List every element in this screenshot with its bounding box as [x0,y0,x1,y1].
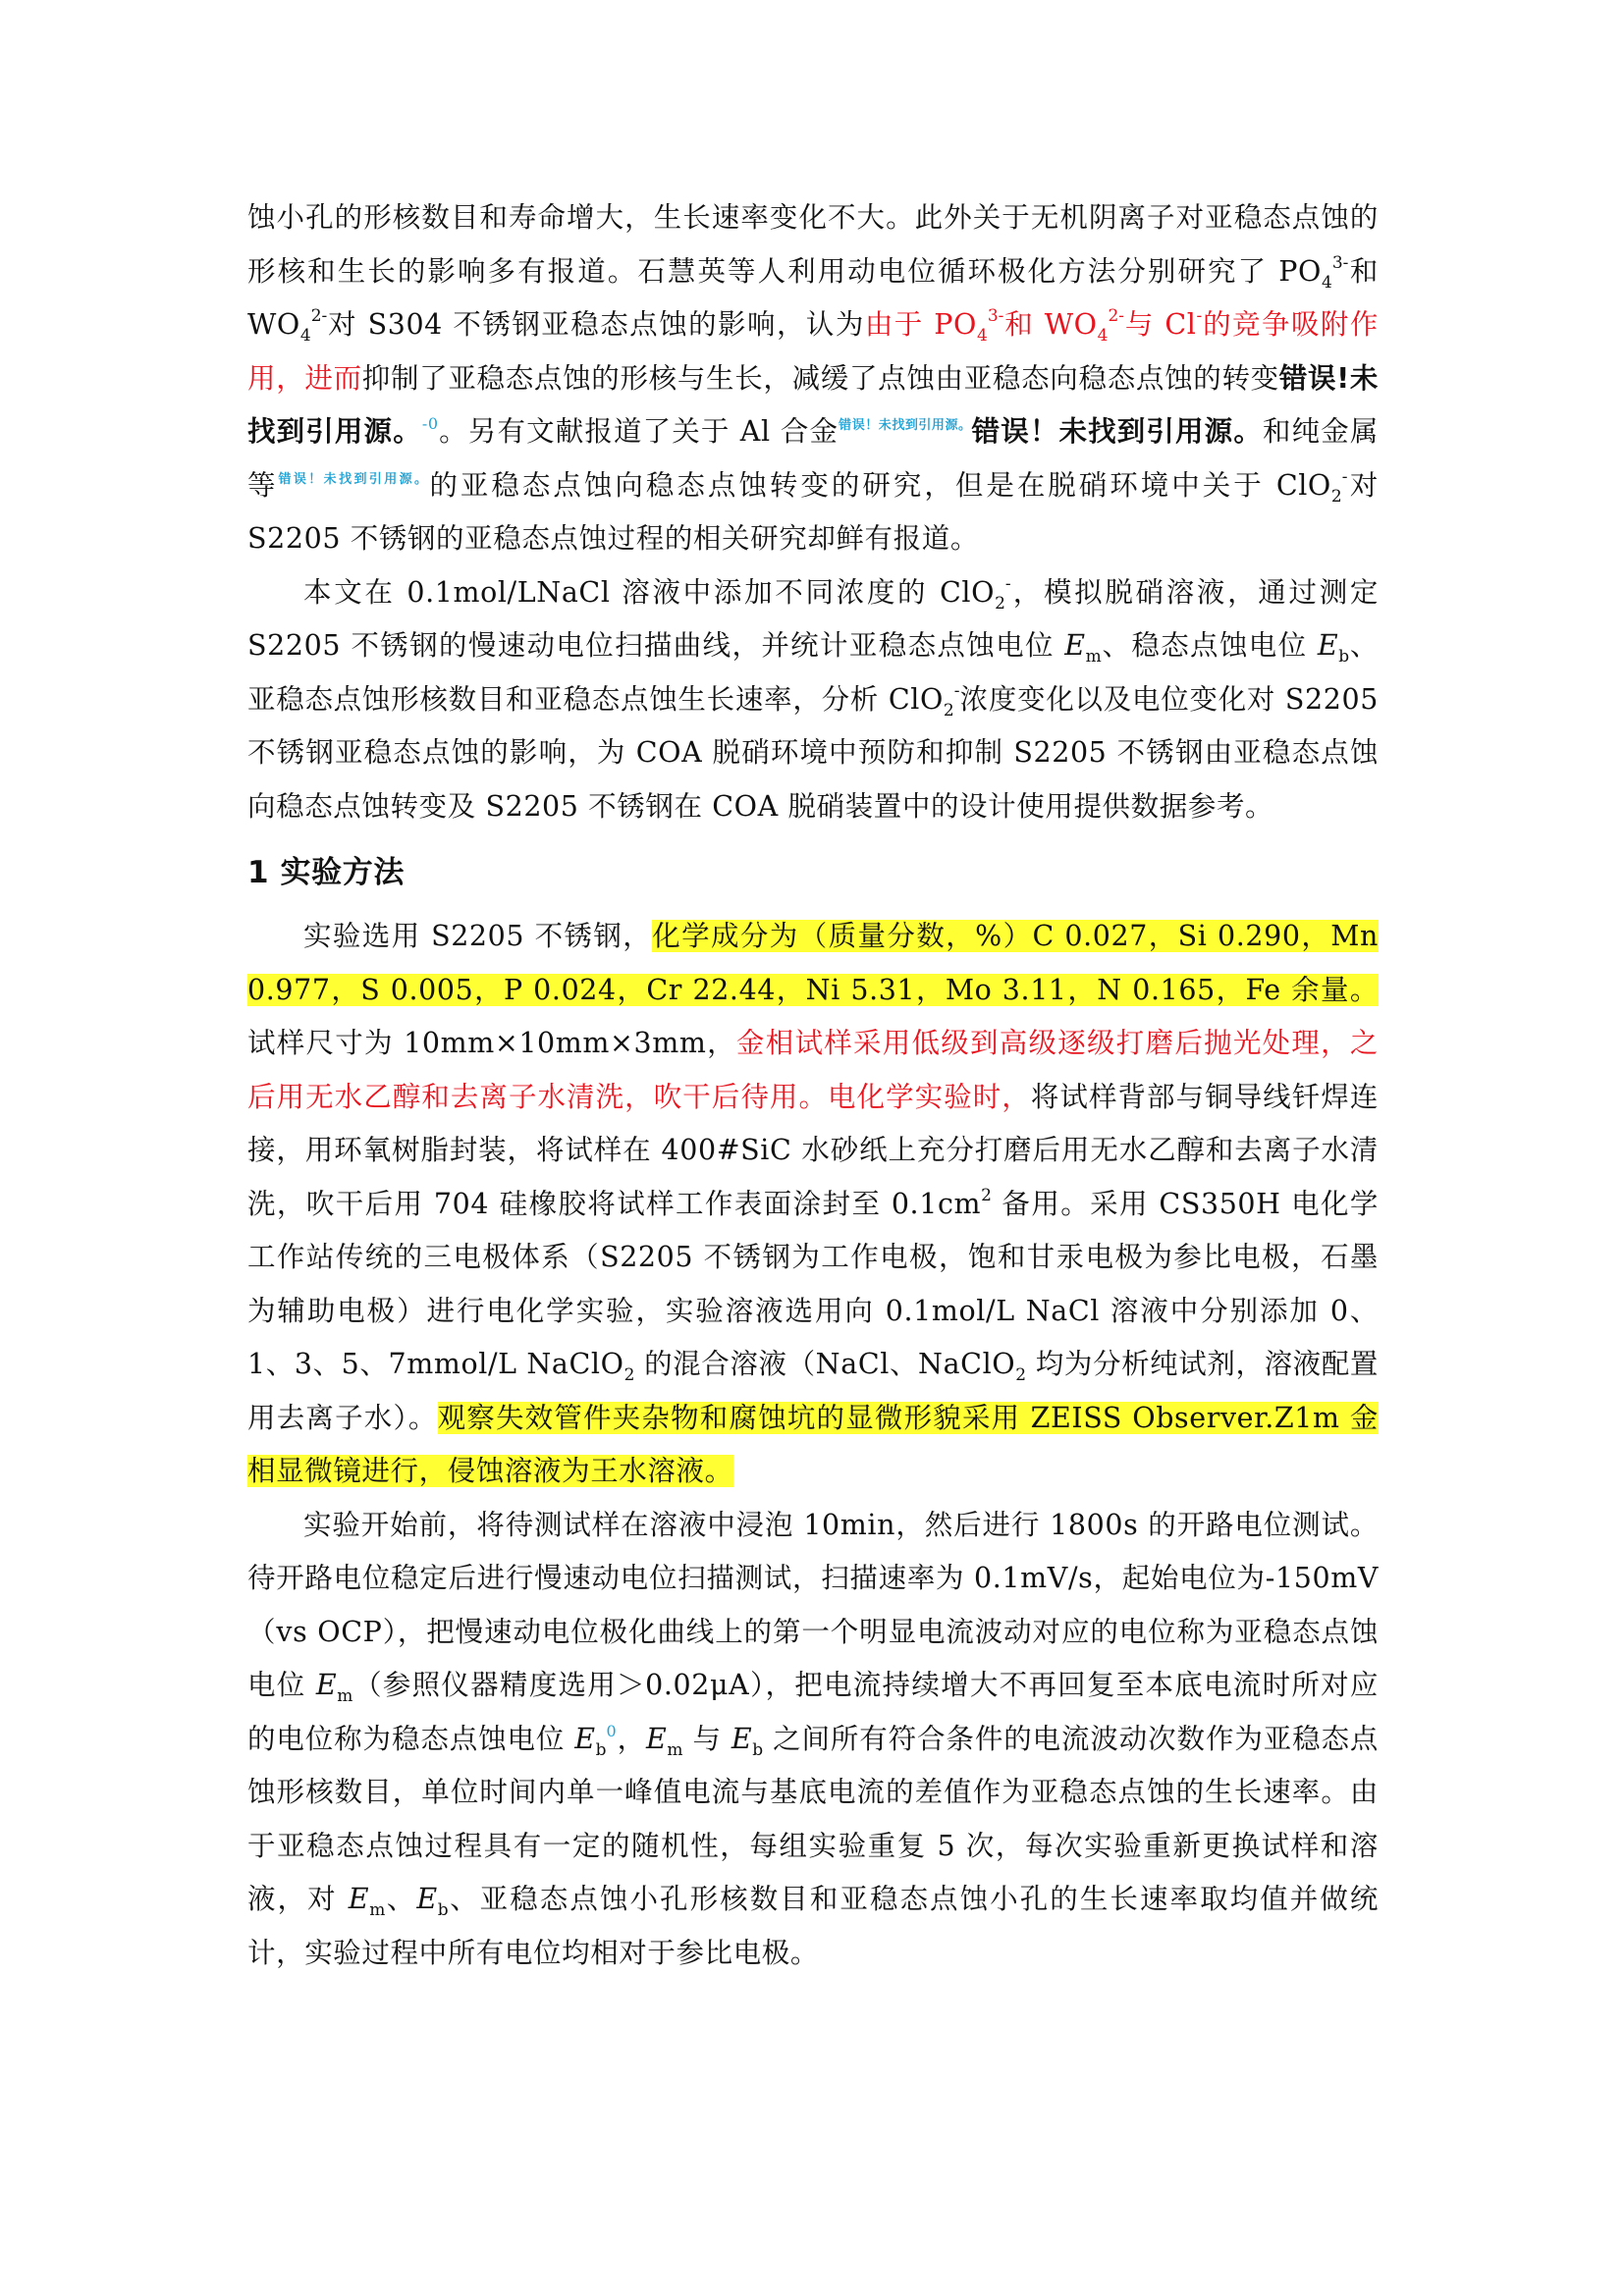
section-heading: 1 实验方法 [247,855,405,890]
citation-mark: 0 [606,1721,618,1740]
highlighted-text: 化学成分为（质量分数，%）C 0.027，Si 0.290，Mn 0.977，S 0.005，P 0.024，Cr 22.44，Ni 5.31，Mo 3.11，N 0.165，Fe 余量。 [247,920,1379,1006]
reference-error: 错误！未找到引用源。 [971,415,1263,448]
reference-error-small: 错误！未找到引用源。 [278,471,430,487]
reference-error: 错误!未找到引用源。 [247,361,1379,448]
red-text: 金相试样采用低级到高级逐级打磨后抛光处理，之后用无水乙醇和去离子水清洗，吹干后待用。电化学实验时， [247,1027,1379,1113]
paragraph-1: 蚀小孔的形核数目和寿命增大，生长速率变化不大。此外关于无机阴离子对亚稳态点蚀的形核和生长的影响多有报道。石慧英等人利用动电位循环极化方法分别研究了 $PO_4^{3-}$和 $WO_4^{2-}$对 S304 不锈钢亚稳态点蚀的影响，认为由于 $PO_4^{3-}$和 $WO_4^{2-}$与 Cl-的竞争吸附作用，进而抑制了亚稳态点蚀的形核与生长，减缓了点蚀由亚稳态向稳态点蚀的转变错误!未找到引用源。$^{-0}$。另有文献报道了关于 Al 合金$^{错误!未找到引用源。}$错误！未找到引用源。和纯金属等$^{错误!未找到引用源。}$的亚稳态点蚀向稳态点蚀转变的研究，但是在脱硝环境中关于 ClO$_2$-对 S2205 不锈钢的亚稳态点蚀过程的相关研究却鲜有报道。 [247,201,1379,555]
highlighted-text: 观察失效管件夹杂物和腐蚀坑的显微形貌采用 ZEISS Observer.Z1m 金相显微镜进行，侵蚀溶液为王水溶液。 [247,1401,1379,1487]
paragraph-3: 实验选用 S2205 不锈钢，化学成分为（质量分数，%）C 0.027，Si 0.290，Mn 0.977，S 0.005，P 0.024，Cr 22.44，Ni 5.31，Mo 3.11，N 0.165，Fe 余量。试样尺寸为 10mm×10mm×3mm，金相试样采用低级到高级逐级打磨后抛光处理，之后用无水乙醇和去离子水清洗，吹干后待用。电化学实验时，将试样背部与铜导线钎焊连接，用环氧树脂封装，将试样在 400#SiC 水砂纸上充分打磨后用无水乙醇和去离子水清洗，吹干后用 704 硅橡胶将试样工作表面涂封至 $0.1cm^2$ 备用。采用 CS350H 电化学工作站传统的三电极体系（S2205 不锈钢为工作电极，饱和甘汞电极为参比电极，石墨为辅助电极）进行电化学实验，实验溶液选用向 0.1mol/L NaCl 溶液中分别添加 0、1、3、5、7mmol/L NaClO$_2$ 的混合溶液（NaCl、NaClO$_2$ 均为分析纯试剂，溶液配置用去离子水）。观察失效管件夹杂物和腐蚀坑的显微形貌采用 ZEISS Observer.Z1m 金相显微镜进行，侵蚀溶液为王水溶液。 [247,920,1380,1487]
document-body [247,191,1379,1980]
reference-error-small: 错误！未找到引用源。 [839,418,972,433]
red-text: 由于 $PO_4^{3-}$和 $WO_4^{2-}$与 Cl-的竞争吸附作用，进而 [247,306,1379,395]
paragraph-4: 实验开始前，将待测试样在溶液中浸泡 10min，然后进行 1800s 的开路电位测试。待开路电位稳定后进行慢速动电位扫描测试，扫描速率为 0.1mV/s，起始电位为-150mV（vs OCP），把慢速动电位极化曲线上的第一个明显电流波动对应的电位称为亚稳态点蚀电位 $E_m$（参照仪器精度选用＞0.02μA），把电流持续增大不再回复至本底电流时所对应的电位称为稳态点蚀电位 $E_b^0$，$E_m$ 与 $E_b$ 之间所有符合条件的电流波动次数作为亚稳态点蚀形核数目，单位时间内单一峰值电流与基底电流的差值作为亚稳态点蚀的生长速率。由于亚稳态点蚀过程具有一定的随机性，每组实验重复 5 次，每次实验重新更换试样和溶液，对 $E_m$、$E_b$、亚稳态点蚀小孔形核数目和亚稳态点蚀小孔的生长速率取均值并做统计，实验过程中所有电位均相对于参比电极。 [247,1508,1379,1969]
citation-mark: -0 [421,414,439,433]
paragraph-2: 本文在 0.1mol/LNaCl 溶液中添加不同浓度的 ClO$_2$-，模拟脱硝溶液，通过测定 S2205 不锈钢的慢速动电位扫描曲线，并统计亚稳态点蚀电位 $E_m$、稳态点蚀电位 $E_b$、亚稳态点蚀形核数目和亚稳态点蚀生长速率，分析 ClO$_2$-浓度变化以及电位变化对 S2205 不锈钢亚稳态点蚀的影响，为 COA 脱硝环境中预防和抑制 S2205 不锈钢由亚稳态点蚀向稳态点蚀转变及 S2205 不锈钢在 COA 脱硝装置中的设计使用提供数据参考。 [247,573,1379,823]
